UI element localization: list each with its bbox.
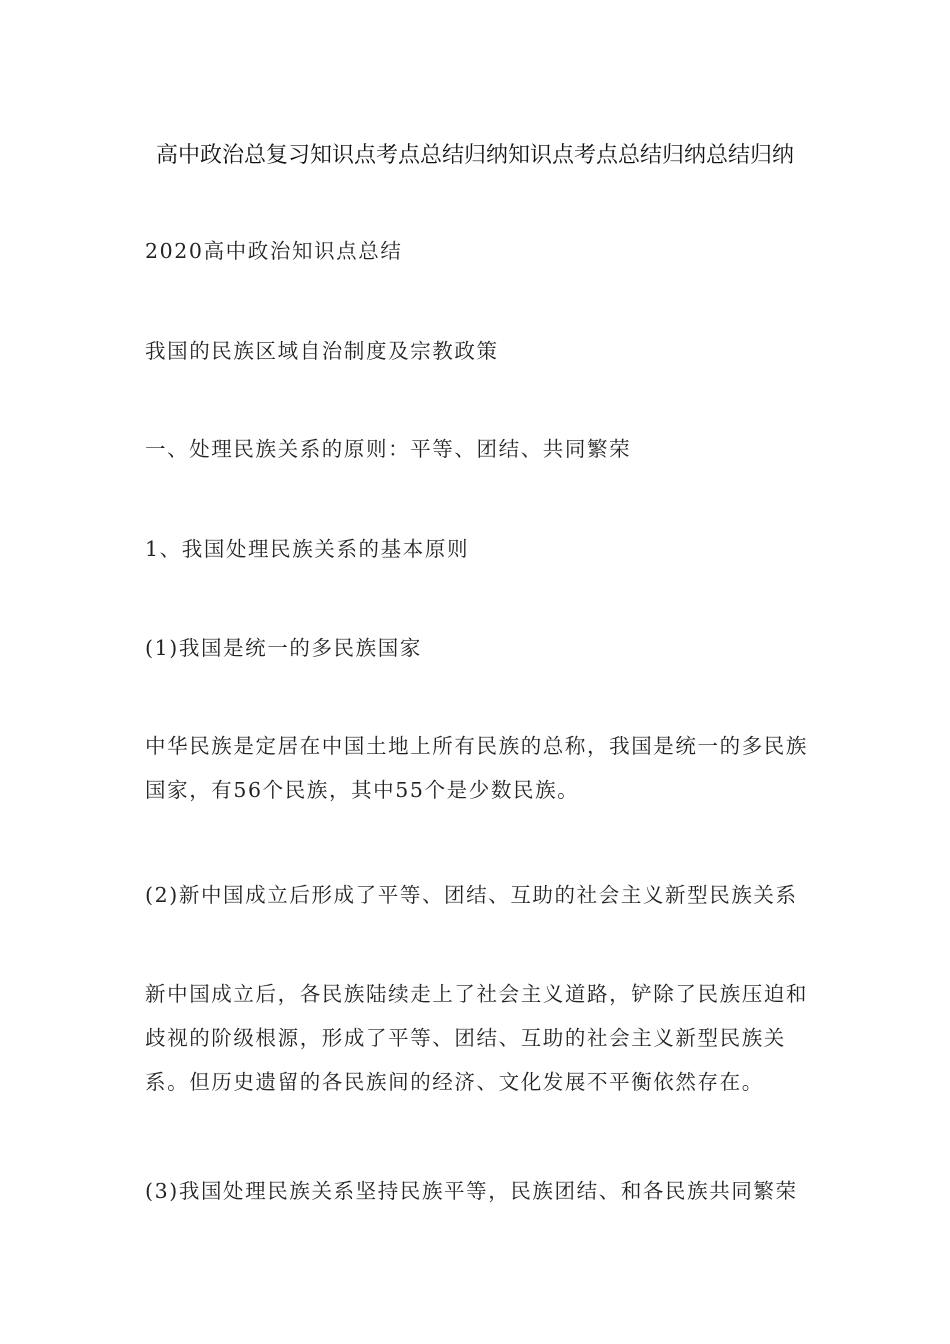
paragraph-point-3: (3)我国处理民族关系坚持民族平等，民族团结、和各民族共同繁荣: [145, 1179, 798, 1203]
paragraph-section-heading: 我国的民族区域自治制度及宗教政策: [145, 339, 499, 363]
paragraph-subtitle: 2020高中政治知识点总结: [145, 239, 403, 263]
paragraph-principle-heading: 一、处理民族关系的原则：平等、团结、共同繁荣: [145, 437, 632, 461]
paragraph-subheading-1: 1、我国处理民族关系的基本原则: [145, 537, 470, 561]
paragraph-point-1: (1)我国是统一的多民族国家: [145, 636, 422, 660]
paragraph-body-1: 中华民族是定居在中国土地上所有民族的总称，我国是统一的多民族国家，有56个民族，其中55个是少数民族。: [145, 734, 808, 802]
document-title: 高中政治总复习知识点考点总结归纳知识点考点总结归纳总结归纳: [155, 143, 794, 168]
paragraph-body-2: 新中国成立后，各民族陆续走上了社会主义道路，铲除了民族压迫和歧视的阶级根源，形成了平等、团结、互助的社会主义新型民族关系。但历史遗留的各民族间的经济、文化发展不平衡依然存在。: [145, 982, 808, 1094]
paragraph-point-2: (2)新中国成立后形成了平等、团结、互助的社会主义新型民族关系: [145, 883, 798, 907]
